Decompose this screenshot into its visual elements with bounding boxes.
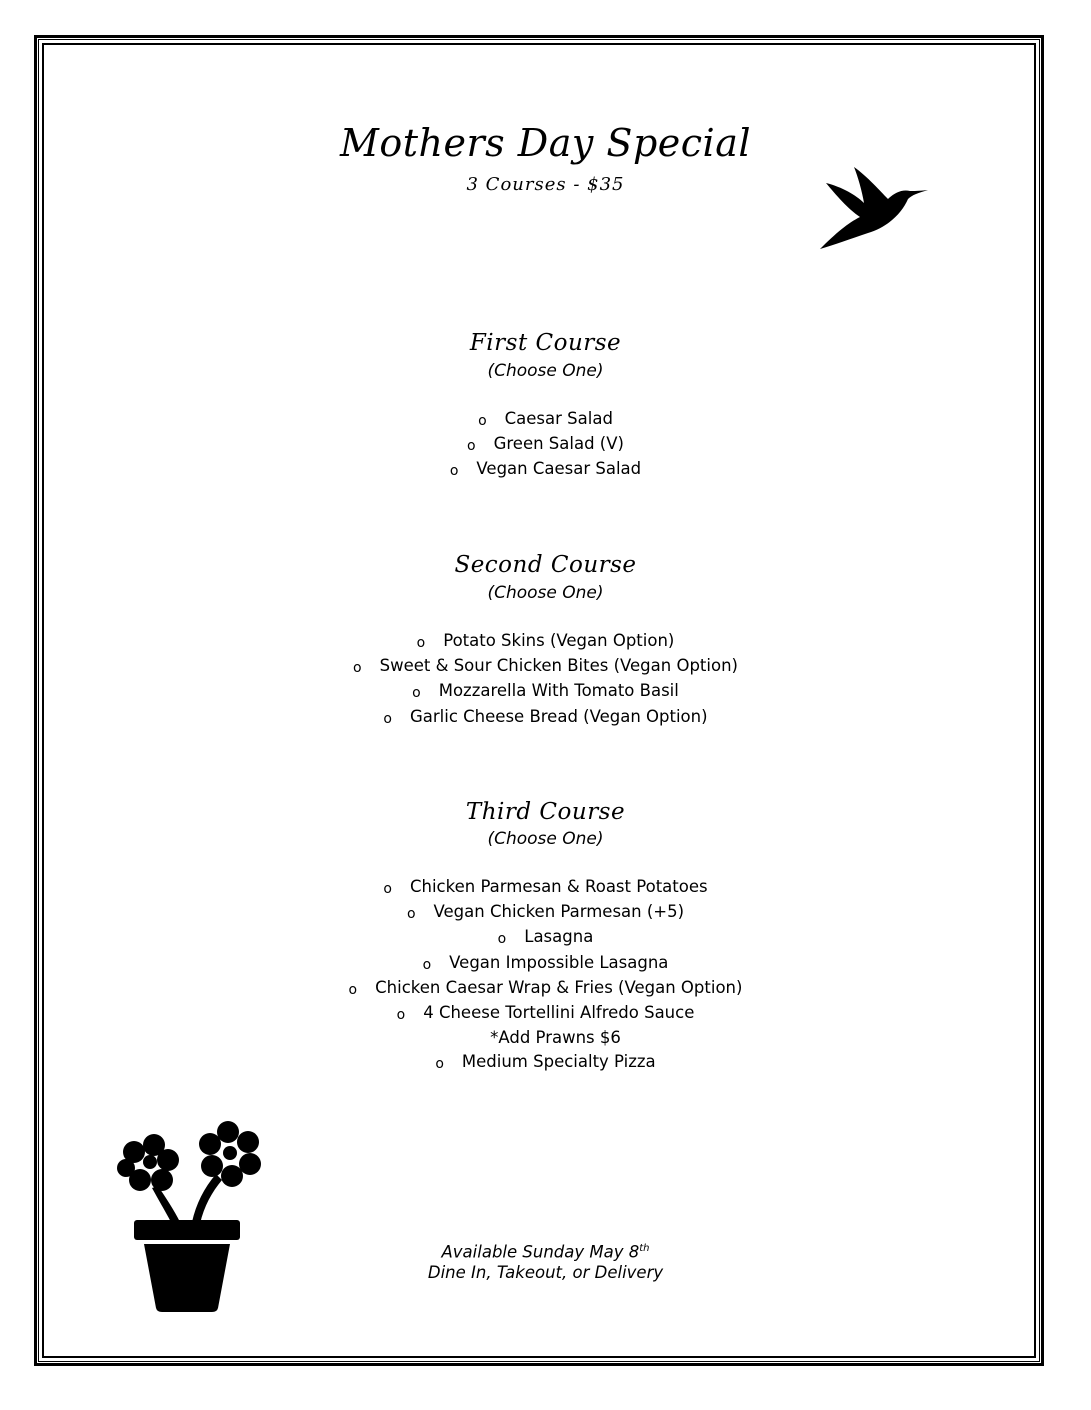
bullet-icon: o [416, 635, 426, 651]
first-course-list [0, 407, 1091, 483]
hummingbird-icon [818, 165, 930, 251]
menu-addon: *Add Prawns $6 [490, 1028, 621, 1048]
first-course-note: (Choose One) [487, 361, 604, 381]
menu-item: o Vegan Chicken Parmesan (+5) [0, 900, 1091, 925]
menu-item: o Chicken Parmesan & Roast Potatoes [0, 875, 1091, 900]
bullet-icon: o [383, 881, 392, 897]
bullet-icon: o [348, 981, 358, 998]
bullet-icon: o [396, 1007, 406, 1024]
second-course-list [0, 629, 1091, 730]
menu-item: o Lasagna [0, 925, 1091, 950]
third-course-list [0, 875, 1091, 1076]
bullet-icon: o [478, 413, 487, 429]
bullet-icon: o [435, 1056, 444, 1073]
third-course-note: (Choose One) [487, 829, 604, 849]
menu-item: o Caesar Salad [0, 407, 1091, 432]
menu-item: o 4 Cheese Tortellini Alfredo Sauce [0, 1001, 1091, 1026]
bullet-icon: o [497, 931, 507, 948]
third-course-heading: Third Course [465, 799, 626, 825]
bullet-icon: o [412, 685, 421, 702]
bullet-icon: o [467, 438, 476, 455]
menu-item: o Green Salad (V) [0, 432, 1091, 457]
bullet-icon: o [353, 660, 362, 677]
menu-subtitle: 3 Courses - $35 [466, 174, 625, 195]
menu-item: o Mozzarella With Tomato Basil [0, 679, 1091, 704]
bullet-icon: o [422, 956, 432, 973]
bullet-icon: o [449, 463, 459, 480]
menu-item: o Garlic Cheese Bread (Vegan Option) [0, 705, 1091, 730]
menu-item: o Vegan Caesar Salad [0, 457, 1091, 482]
menu-item: o Sweet & Sour Chicken Bites (Vegan Option) [0, 654, 1091, 679]
bullet-icon: o [406, 906, 416, 923]
menu-item: o Medium Specialty Pizza [0, 1050, 1091, 1075]
menu-title: Mothers Day Special [339, 121, 752, 165]
bullet-icon: o [383, 710, 392, 727]
first-course-heading: First Course [469, 330, 622, 356]
menu-item: o Vegan Impossible Lasagna [0, 951, 1091, 976]
service-options-text: Dine In, Takeout, or Delivery [427, 1263, 664, 1282]
availability-text: Available Sunday May 8th [441, 1242, 650, 1262]
menu-item: o Potato Skins (Vegan Option) [0, 629, 1091, 654]
second-course-heading: Second Course [454, 552, 637, 578]
menu-item: o Chicken Caesar Wrap & Fries (Vegan Option) [0, 976, 1091, 1001]
second-course-note: (Choose One) [487, 583, 604, 603]
